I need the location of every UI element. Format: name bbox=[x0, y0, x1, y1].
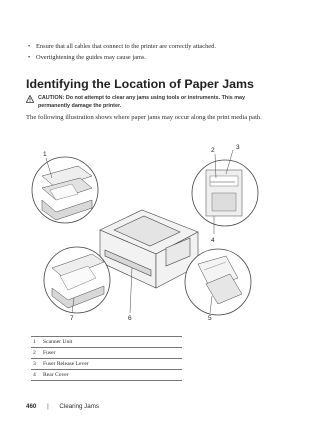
callout-2: 2 bbox=[211, 147, 215, 154]
tray-detail bbox=[44, 247, 110, 313]
fuser-detail bbox=[192, 160, 258, 226]
callout-1: 1 bbox=[43, 151, 47, 158]
callout-3: 3 bbox=[236, 144, 240, 151]
legend-row bbox=[31, 336, 182, 348]
callout-6: 6 bbox=[128, 315, 132, 320]
legend-label: Rear Cover bbox=[43, 372, 69, 378]
legend-row bbox=[31, 370, 182, 381]
page-footer bbox=[26, 403, 99, 410]
caution-text-line2: permanently damage the printer. bbox=[38, 102, 122, 109]
footer-separator: | bbox=[47, 403, 49, 410]
legend-number: 2 bbox=[33, 350, 36, 356]
caution-icon bbox=[26, 95, 34, 103]
scanner-detail bbox=[32, 157, 98, 223]
bullet-list bbox=[26, 42, 276, 65]
legend-row bbox=[31, 359, 182, 370]
legend-number: 1 bbox=[33, 339, 36, 345]
caution-note bbox=[26, 95, 278, 110]
callout-5: 5 bbox=[208, 315, 212, 320]
legend-number: 3 bbox=[33, 361, 36, 367]
printer-drawing bbox=[100, 210, 198, 288]
callout-7: 7 bbox=[70, 315, 74, 320]
paper-jam-locations-illustration bbox=[30, 138, 260, 320]
body-paragraph: The following illustration shows where paper jams may occur along the print media path. bbox=[26, 114, 262, 121]
legend-number: 4 bbox=[33, 372, 36, 378]
section-heading: Identifying the Location of Paper Jams bbox=[26, 77, 254, 91]
legend-table bbox=[31, 336, 182, 381]
bullet-item: • Ensure that all cables that connect to the printer are correctly attached. bbox=[26, 42, 276, 51]
legend-label: Fuser bbox=[43, 350, 56, 356]
legend-row bbox=[31, 348, 182, 359]
section-name: Clearing Jams bbox=[59, 403, 99, 410]
page-number: 460 bbox=[26, 403, 37, 410]
caution-text: Do not attempt to clear any jams using tools or instruments. This may bbox=[65, 95, 245, 101]
legend-label: Scanner Unit bbox=[43, 339, 73, 345]
legend-label: Fuser Release Lever bbox=[43, 361, 89, 367]
bullet-item: • Overtightening the guides may cause jams. bbox=[26, 53, 276, 62]
rear-paper-path-detail bbox=[185, 249, 251, 315]
caution-label: CAUTION: bbox=[38, 95, 65, 101]
callout-4: 4 bbox=[211, 237, 215, 244]
